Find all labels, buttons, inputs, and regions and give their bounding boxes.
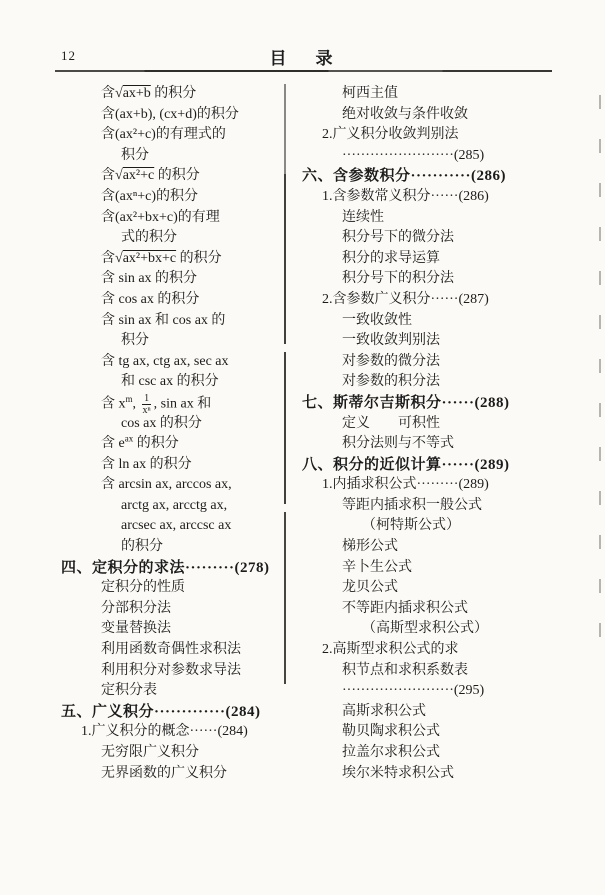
toc-entry: 利用函数奇偶性求积法	[101, 642, 241, 658]
radicand: ax²+bx+c	[122, 250, 177, 266]
toc-entry: 利用积分对参数求导法	[101, 662, 241, 678]
toc-entry: arctg ax, arcctg ax,	[121, 497, 228, 513]
toc-entry: 积分	[121, 147, 149, 163]
toc-entry: 含 ln ax 的积分	[101, 456, 192, 472]
toc-entry: 定积分表	[101, 683, 157, 699]
toc-entry: 对参数的积分法	[342, 374, 440, 390]
toc-entry: 2.广义积分收敛判别法	[322, 127, 459, 143]
toc-entry: 含 sin ax 和 cos ax 的	[101, 312, 226, 328]
toc-entry: （高斯型求积公式）	[362, 621, 488, 637]
toc-entry: 辛卜生公式	[342, 559, 412, 575]
toc-entry: 1.广义积分的概念······(284)	[81, 724, 248, 740]
toc-entry: 无穷限广义积分	[101, 745, 199, 760]
toc-entry: 积节点和求积系数表	[342, 662, 468, 678]
header-rule	[55, 70, 552, 72]
toc-entry: 高斯求积公式	[342, 703, 426, 719]
fraction: $\frac{1}{\text{xⁿ}}$	[142, 392, 151, 416]
toc-entry: 含 arcsin ax, arccos ax,	[101, 477, 232, 493]
toc-entry: 式的积分	[121, 230, 177, 246]
toc-entry: 含(ax+b), (cx+d)的积分	[101, 106, 239, 122]
toc-entry: 变量替换法	[101, 621, 171, 637]
toc-entry: 含√ax²+c 的积分	[101, 168, 200, 184]
toc-entry: 七、斯蒂尔吉斯积分······(288)	[302, 394, 510, 411]
toc-entry: 一致收敛判别法	[342, 333, 440, 349]
toc-entry: 连续性	[342, 209, 384, 225]
toc-entry: 的积分	[121, 539, 163, 555]
toc-entry: cos ax 的积分	[121, 415, 202, 431]
toc-entry: 含 cos ax 的积分	[101, 291, 200, 307]
toc-entry: 绝对收敛与条件收敛	[342, 106, 468, 122]
toc-entry: 积分的求导运算	[342, 250, 440, 266]
toc-entry: 含√ax+b 的积分	[101, 86, 197, 101]
toc-entry: 积分号下的积分法	[342, 271, 454, 287]
toc-entry: 含 $x^m$, $\frac{1}{\text{xⁿ}}$ , sin ax 和	[101, 392, 212, 416]
toc-entry: 2.高斯型求积公式的求	[322, 642, 459, 658]
toc-entry: 1.内插求积公式·········(289)	[322, 477, 489, 493]
toc-entry: 1.含参数常义积分······(286)	[322, 188, 489, 204]
toc-entry: 对参数的微分法	[342, 353, 440, 369]
toc-entry: 埃尔米特求积公式	[342, 765, 454, 781]
toc-entry: arcsec ax, arccsc ax	[121, 518, 232, 534]
toc-entry: 积分	[121, 333, 149, 349]
toc-entry: 六、含参数积分···········(286)	[302, 168, 507, 185]
page-number: 12	[61, 48, 76, 63]
toc-column-right	[296, 84, 564, 784]
toc-entry: 五、广义积分·············(284)	[61, 703, 261, 720]
toc-entry: ························(295)	[342, 683, 485, 699]
toc-entry: 2.含参数广义积分······(287)	[322, 291, 489, 307]
toc-entry: 八、积分的近似计算······(289)	[302, 456, 510, 473]
toc-entry: 含(ax²+bx+c)的有理	[101, 209, 220, 225]
toc-entry: 龙贝公式	[342, 580, 398, 596]
toc-entry: 拉盖尔求积公式	[342, 745, 440, 760]
toc-entry: 含√ax²+bx+c 的积分	[101, 250, 222, 266]
toc-entry: 含 $e^{ax}$ 的积分	[101, 433, 179, 452]
toc-entry: 积分号下的微分法	[342, 230, 454, 246]
toc-entry: 含(axⁿ+c)的积分	[101, 188, 199, 204]
page-header	[55, 44, 553, 68]
radicand: ax²+c	[122, 168, 155, 184]
page-title: 目 录	[269, 49, 339, 68]
toc-entry: 勒贝陶求积公式	[342, 724, 440, 740]
superscript: m	[125, 393, 133, 404]
toc-entry: 等距内插求积一般公式	[342, 497, 482, 513]
toc-entry: 梯形公式	[342, 539, 398, 555]
toc-entry: 含(ax²+c)的有理式的	[101, 127, 226, 143]
superscript: ax	[124, 433, 134, 444]
toc-entry: 含 tg ax, ctg ax, sec ax	[101, 353, 229, 369]
toc-entry: 含 sin ax 的积分	[101, 271, 198, 287]
toc-entry: 定积分的性质	[101, 580, 185, 596]
toc-entry: 四、定积分的求法·········(278)	[61, 559, 270, 576]
toc-entry: ························(285)	[342, 147, 485, 163]
toc-entry: 定义 可积性	[342, 415, 440, 431]
toc-entry: 无界函数的广义积分	[101, 765, 227, 781]
scan-edge-marks	[599, 95, 601, 655]
toc-column-left	[55, 84, 290, 784]
radicand: ax+b	[122, 86, 151, 101]
toc-entry: 一致收敛性	[342, 312, 412, 328]
toc-entry: 积分法则与不等式	[342, 436, 454, 452]
toc-entry: 不等距内插求积公式	[342, 600, 468, 616]
toc-entry: 和 csc ax 的积分	[121, 374, 219, 390]
toc-entry: 分部积分法	[101, 600, 171, 616]
toc-entry: （柯特斯公式）	[362, 518, 460, 534]
toc-entry: 柯西主值	[342, 86, 398, 101]
column-divider	[284, 84, 286, 684]
